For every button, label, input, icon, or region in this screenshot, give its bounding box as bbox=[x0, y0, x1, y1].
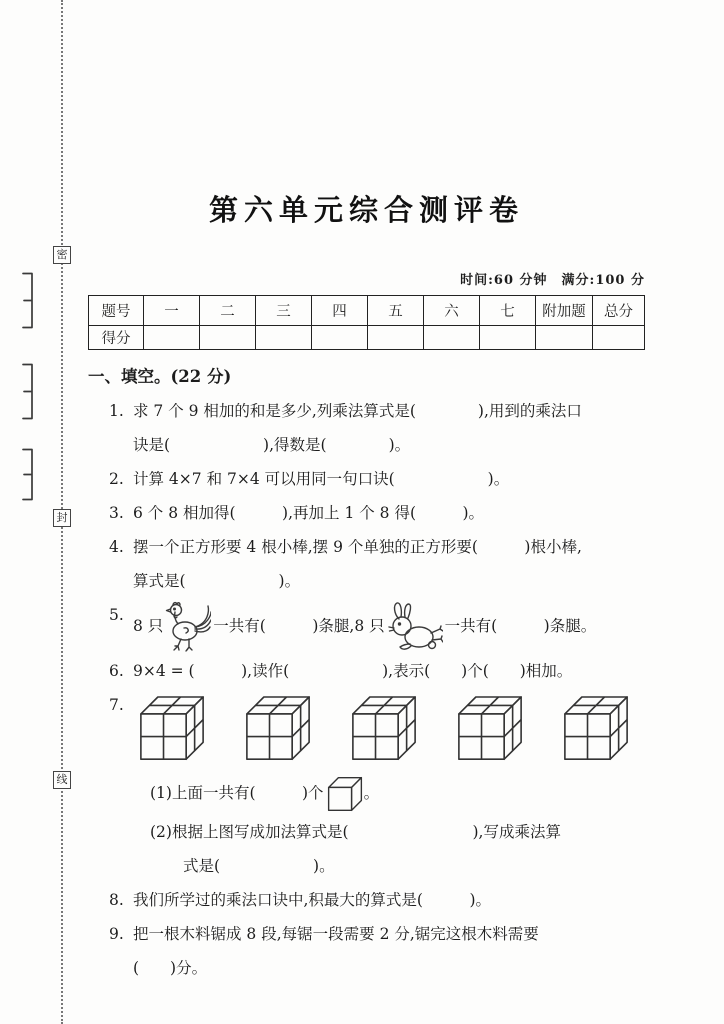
score-header-cell: 总分 bbox=[593, 296, 645, 326]
question-number: 6. bbox=[109, 662, 124, 680]
question-text-segment: (1)上面一共有( )个 bbox=[150, 784, 324, 802]
question-5 bbox=[88, 598, 645, 654]
score-table-header-row bbox=[89, 296, 645, 326]
seal-mark-mi-label: 密 bbox=[56, 248, 68, 261]
cube-cluster-image bbox=[139, 693, 205, 767]
question-number: 9. bbox=[109, 925, 124, 943]
question-8 bbox=[88, 883, 645, 917]
question-number: 4. bbox=[109, 538, 124, 556]
question-6 bbox=[88, 654, 645, 688]
question-7 bbox=[88, 688, 645, 883]
question-text-segment: 8 只 bbox=[133, 617, 164, 635]
score-cell bbox=[368, 326, 424, 350]
cube-cluster-image bbox=[563, 693, 629, 767]
question-4 bbox=[88, 530, 645, 598]
score-cell bbox=[256, 326, 312, 350]
question-9 bbox=[88, 917, 645, 985]
exam-content bbox=[88, 188, 645, 985]
seal-mark-xian-label: 线 bbox=[56, 773, 68, 786]
question-text-segment: 一共有( )条腿。 bbox=[444, 617, 597, 635]
cube-figures-row bbox=[133, 688, 629, 771]
question-text: 算式是( )。 bbox=[133, 572, 301, 590]
score-row-label: 得分 bbox=[89, 326, 144, 350]
question-number: 1. bbox=[109, 402, 124, 420]
score-header-cell: 七 bbox=[480, 296, 536, 326]
score-header-cell: 附加题 bbox=[536, 296, 593, 326]
question-text: 把一根木料锯成 8 段,每锯一段需要 2 分,锯完这根木料需要 bbox=[133, 925, 539, 943]
question-text bbox=[133, 771, 645, 815]
score-cell bbox=[480, 326, 536, 350]
binding-bracket-icon bbox=[21, 272, 34, 329]
section-1-heading: 一、填空。(22 分) bbox=[88, 367, 232, 386]
score-cell bbox=[536, 326, 593, 350]
cube-cluster-image bbox=[351, 693, 417, 767]
binding-bracket-icon bbox=[21, 448, 34, 501]
question-text-segment: 。 bbox=[363, 784, 380, 802]
question-text: 式是( )。 bbox=[183, 857, 335, 875]
binding-bracket-icon bbox=[21, 363, 34, 420]
score-header-cell: 一 bbox=[144, 296, 200, 326]
score-table-score-row bbox=[89, 326, 645, 350]
question-text: 我们所学过的乘法口诀中,积最大的算式是( )。 bbox=[133, 891, 492, 909]
seal-mark-feng-label: 封 bbox=[56, 511, 68, 524]
question-number: 5. bbox=[109, 606, 124, 624]
score-header-cell: 六 bbox=[424, 296, 480, 326]
score-cell bbox=[593, 326, 645, 350]
question-number: 7. bbox=[109, 696, 124, 714]
question-text: 诀是( ),得数是( )。 bbox=[133, 436, 411, 454]
score-table bbox=[88, 295, 645, 350]
question-number: 3. bbox=[109, 504, 124, 522]
question-text: 求 7 个 9 相加的和是多少,列乘法算式是( ),用到的乘法口 bbox=[133, 402, 582, 420]
exam-meta: 时间:60 分钟 满分:100 分 bbox=[460, 273, 645, 288]
cube-cluster-image bbox=[245, 693, 311, 767]
score-header-cell: 二 bbox=[200, 296, 256, 326]
question-text: (2)根据上图写成加法算式是( ),写成乘法算 bbox=[150, 823, 561, 841]
question-text: 计算 4×7 和 7×4 可以用同一句口诀( )。 bbox=[133, 470, 510, 488]
cube-cluster-image bbox=[457, 693, 523, 767]
small-cube-image bbox=[326, 776, 364, 812]
question-1 bbox=[88, 394, 645, 462]
score-cell bbox=[312, 326, 368, 350]
question-text: ( )分。 bbox=[133, 959, 208, 977]
score-cell bbox=[424, 326, 480, 350]
question-text: 摆一个正方形要 4 根小棒,摆 9 个单独的正方形要( )根小棒, bbox=[133, 538, 582, 556]
score-cell bbox=[200, 326, 256, 350]
question-2 bbox=[88, 462, 645, 496]
score-header-cell: 三 bbox=[256, 296, 312, 326]
seal-mark-feng bbox=[53, 509, 71, 527]
score-header-cell: 四 bbox=[312, 296, 368, 326]
seal-mark-mi bbox=[53, 246, 71, 264]
rabbit-image bbox=[387, 601, 443, 653]
question-text-segment: 一共有( )条腿,8 只 bbox=[213, 617, 385, 635]
question-text bbox=[133, 598, 645, 654]
question-number: 8. bbox=[109, 891, 124, 909]
seal-mark-xian bbox=[53, 771, 71, 789]
score-cell bbox=[144, 326, 200, 350]
question-text: 6 个 8 相加得( ),再加上 1 个 8 得( )。 bbox=[133, 504, 485, 522]
rooster-image bbox=[165, 600, 211, 654]
question-number: 2. bbox=[109, 470, 124, 488]
score-header-cell: 题号 bbox=[89, 296, 144, 326]
question-3 bbox=[88, 496, 645, 530]
question-text: 9×4 = ( ),读作( ),表示( )个( )相加。 bbox=[133, 662, 573, 680]
question-list bbox=[88, 394, 645, 985]
score-header-cell: 五 bbox=[368, 296, 424, 326]
page-title: 第六单元综合测评卷 bbox=[208, 193, 524, 227]
